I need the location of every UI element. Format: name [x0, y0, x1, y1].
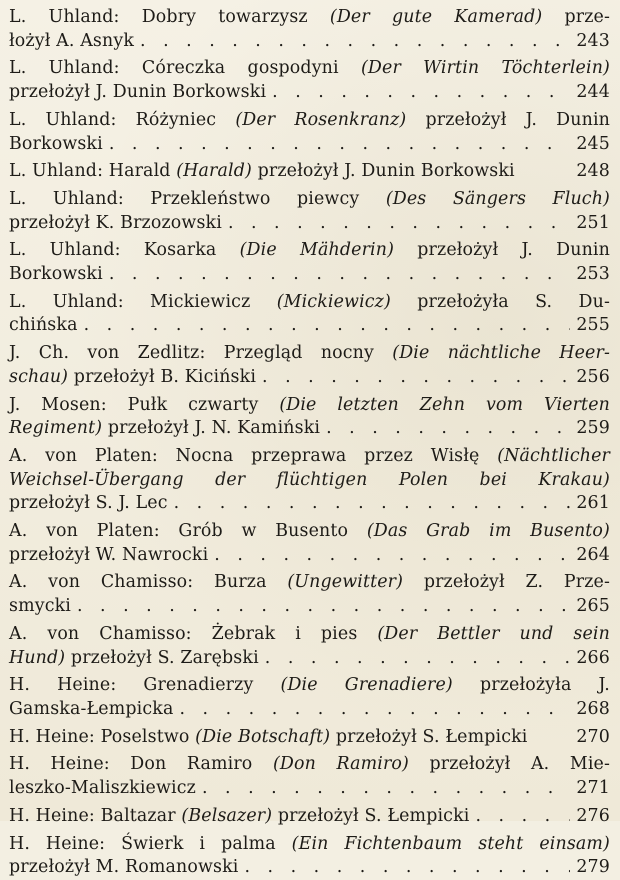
entry-last-line — [9, 595, 610, 619]
page-number: 266 — [576, 647, 610, 668]
original-title: Weichsel-Übergang der flüchtigen Polen bei Krakau) — [9, 469, 610, 490]
entry-text: przełożył S. J. Lec — [9, 493, 168, 514]
entry-text: Borkowski — [9, 264, 103, 285]
entry-last-line — [9, 544, 610, 568]
entry-text: Regiment) przełożył J. N. Kamiński — [9, 418, 321, 439]
entry-last-line — [9, 726, 610, 750]
toc-entry — [9, 291, 610, 338]
entry-last-line — [9, 777, 610, 801]
toc-entry — [9, 394, 610, 441]
original-title: (Don Ramiro) — [272, 754, 409, 775]
entry-title-line: A. von Platen: Nocna przeprawa przez Wisłę (Nächtlicher — [9, 445, 610, 466]
entry-text: Gamska-Łempicka — [9, 698, 174, 719]
original-title: (Die letzten Zehn vom Vierten — [279, 394, 610, 415]
entry-text: schau) przełożył B. Kiciński — [9, 366, 257, 387]
entry-last-line — [9, 263, 610, 287]
entry-last-line — [9, 81, 610, 105]
page-number: 276 — [576, 805, 610, 826]
original-title: (Die Botschaft) — [195, 726, 331, 747]
dot-leader — [265, 647, 570, 671]
page-number: 259 — [576, 418, 610, 439]
toc-entry — [9, 109, 610, 156]
toc-entry — [9, 753, 610, 800]
page-number: 261 — [576, 493, 610, 514]
dot-leader — [214, 544, 570, 568]
dot-leader — [202, 777, 570, 801]
page-number: 268 — [576, 698, 610, 719]
toc-entry — [9, 571, 610, 618]
original-title: (Nächtlicher — [497, 445, 610, 466]
page-number: 279 — [576, 857, 610, 878]
entry-last-line — [9, 314, 610, 338]
entry-text: przełożył J. Dunin Borkowski — [9, 82, 267, 103]
toc-entry — [9, 445, 610, 516]
entry-title-line: L. Uhland: Przekleństwo piewcy (Des Sängers Fluch) — [9, 188, 610, 209]
entry-text: przełożył M. Romanowski — [9, 857, 239, 878]
original-title: (Der Wirtin Töchterlein) — [361, 58, 610, 79]
original-title: schau) — [9, 366, 69, 387]
original-title: (Ungewitter) — [287, 572, 404, 593]
entry-last-line — [9, 133, 610, 157]
entry-text: łożył A. Asnyk — [9, 30, 135, 51]
entry-title-line: A. von Chamisso: Burza (Ungewitter) przełożył Z. Prze- — [9, 572, 611, 593]
entry-title-line: L. Uhland: Mickiewicz (Mickiewicz) przełożyła S. Du- — [9, 291, 610, 312]
dot-leader — [244, 856, 570, 880]
entry-title-line: H. Heine: Świerk i palma (Ein Fichtenbaum steht einsam) — [9, 833, 610, 854]
dot-leader — [109, 133, 570, 157]
entry-text: chińska — [9, 315, 78, 336]
entry-last-line — [9, 647, 610, 671]
dot-leader — [77, 595, 570, 619]
original-title: (Mickiewicz) — [276, 291, 391, 312]
page-number: 270 — [576, 726, 610, 747]
entry-text: przełożył K. Brzozowski — [9, 212, 222, 233]
original-title: Regiment) — [9, 418, 103, 439]
page-number: 264 — [576, 544, 610, 565]
entry-text: Borkowski — [9, 133, 103, 154]
toc-entry — [9, 674, 610, 721]
entry-last-line — [9, 492, 610, 516]
original-title: (Des Sängers Fluch) — [385, 188, 610, 209]
entry-title-line: J. Mosen: Pułk czwarty (Die letzten Zehn vom Vierten — [9, 394, 610, 415]
dot-leader — [326, 417, 570, 441]
original-title: (Die Mähderin) — [239, 240, 395, 261]
table-of-contents — [9, 6, 610, 880]
entry-title-line: H. Heine: Grenadierzy (Die Grenadiere) przełożyła J. — [9, 675, 610, 696]
toc-entry — [9, 520, 610, 567]
original-title: (Der Rosenkranz) — [235, 109, 407, 130]
entry-text: leszko-Maliszkiewicz — [9, 778, 196, 799]
entry-title-line: L. Uhland: Różyniec (Der Rosenkranz) przełożył J. Dunin — [9, 109, 611, 130]
entry-last-line — [9, 366, 610, 390]
toc-entry — [9, 833, 610, 880]
original-title: (Ein Fichtenbaum steht einsam) — [291, 833, 610, 854]
toc-entry — [9, 239, 610, 286]
toc-entry — [9, 6, 610, 53]
original-title: Hund) — [9, 647, 66, 668]
original-title: (Die Grenadiere) — [280, 675, 453, 696]
original-title: (Das Grab im Busento) — [366, 521, 610, 542]
entry-last-line — [9, 160, 610, 184]
entry-last-line — [9, 212, 610, 236]
dot-leader — [174, 492, 570, 516]
entry-title-line: A. von Platen: Grób w Busento (Das Grab im Busento) — [9, 521, 610, 542]
entry-text: smycki — [9, 596, 71, 617]
page-number: 244 — [576, 82, 610, 103]
original-title: (Der Bettler und sein — [377, 623, 610, 644]
toc-entry — [9, 623, 610, 670]
entry-title-line: J. Ch. von Zedlitz: Przegląd nocny (Die nächtliche Heer- — [9, 343, 610, 364]
toc-entry — [9, 57, 610, 104]
entry-last-line — [9, 805, 610, 829]
entry-text: przełożył W. Nawrocki — [9, 544, 209, 565]
dot-leader — [262, 366, 570, 390]
entry-title-line: L. Uhland: Kosarka (Die Mähderin) przełożył J. Dunin — [9, 240, 610, 261]
page-number: 256 — [576, 366, 610, 387]
page-number: 251 — [576, 212, 610, 233]
toc-entry — [9, 726, 610, 750]
original-title: (Der gute Kamerad) — [329, 7, 543, 27]
entry-last-line — [9, 417, 610, 441]
entry-last-line — [9, 30, 610, 54]
dot-leader — [179, 698, 570, 722]
page-number: 245 — [576, 133, 610, 154]
dot-leader — [272, 81, 570, 105]
original-title: (Belsazer) — [181, 805, 273, 826]
entry-title-line: A. von Chamisso: Żebrak i pies (Der Bettler und sein — [9, 623, 610, 644]
toc-entry — [9, 342, 610, 389]
dot-leader — [140, 30, 570, 54]
dot-leader — [228, 212, 570, 236]
original-title: (Die nächtliche Heer- — [392, 343, 610, 364]
entry-title-line: L. Uhland: Córeczka gospodyni (Der Wirtin Töchterlein) — [9, 58, 610, 79]
dot-leader — [109, 263, 570, 287]
entry-title-line — [9, 469, 610, 493]
entry-text: L. Uhland: Harald (Harald) przełożył J. Dunin Borkowski — [9, 161, 515, 182]
page-number: 255 — [576, 315, 610, 336]
entry-title-line: L. Uhland: Dobry towarzysz (Der gute Kamerad) prze- — [9, 7, 610, 27]
entry-text: Hund) przełożył S. Zarębski — [9, 647, 259, 668]
dot-leader — [475, 805, 570, 829]
page-number: 271 — [576, 778, 610, 799]
page-number: 265 — [576, 596, 610, 617]
original-title: (Harald) — [176, 161, 252, 182]
page-number: 248 — [576, 161, 610, 182]
entry-text: H. Heine: Poselstwo (Die Botschaft) przełożył S. Łempicki — [9, 726, 528, 747]
entry-title-line: H. Heine: Don Ramiro (Don Ramiro) przełożył A. Mie- — [9, 754, 610, 775]
page-number: 243 — [576, 30, 610, 51]
page-number: 253 — [576, 264, 610, 285]
entry-last-line — [9, 856, 610, 880]
entry-last-line — [9, 698, 610, 722]
toc-entry — [9, 160, 610, 184]
toc-entry — [9, 805, 610, 829]
dot-leader — [84, 314, 570, 338]
toc-entry — [9, 188, 610, 235]
entry-text: H. Heine: Baltazar (Belsazer) przełożył S. Łempicki — [9, 805, 470, 826]
